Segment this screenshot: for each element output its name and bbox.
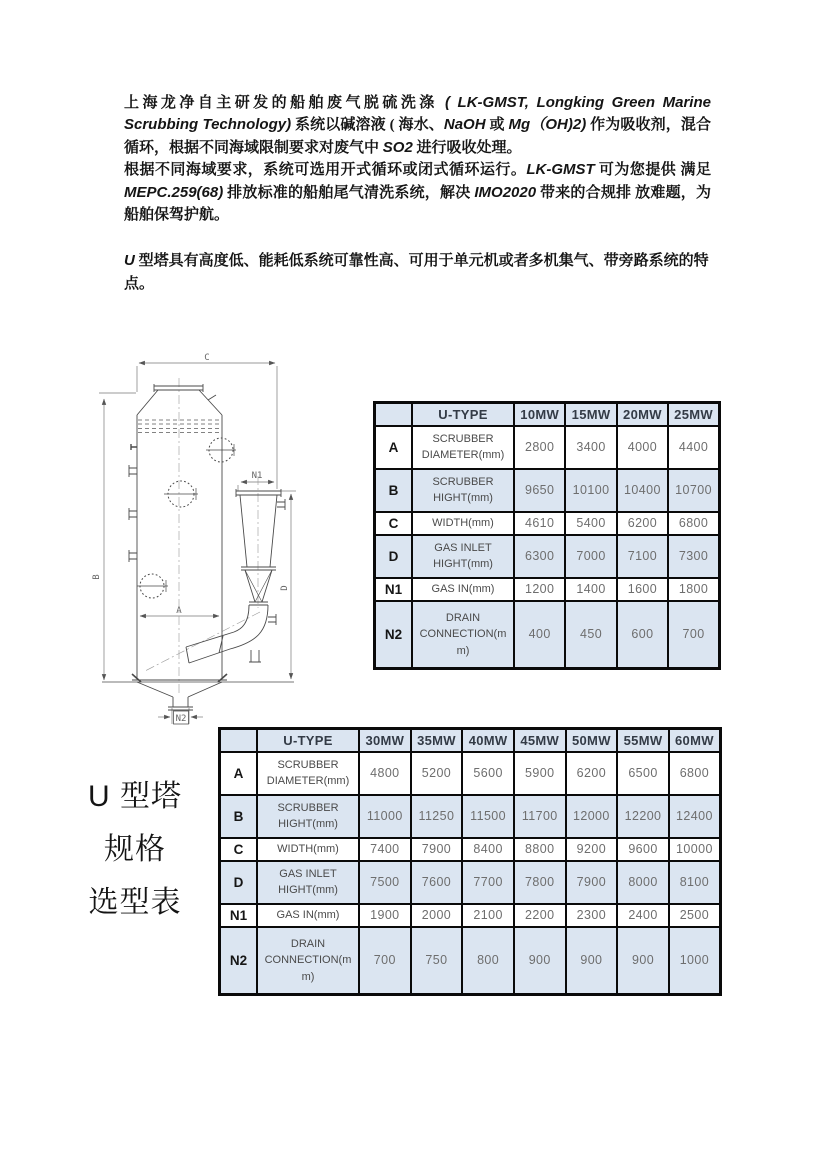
spec-value: 2800 [514,426,565,469]
spec-value: 1900 [359,904,411,927]
row-key: B [375,469,413,512]
corner-cell [375,403,413,426]
spec-value: 9200 [566,838,618,861]
spec-value: 7600 [411,861,463,904]
spec-value: 7000 [565,535,616,578]
spec-value: 6300 [514,535,565,578]
spec-value: 8800 [514,838,566,861]
spec-value: 7100 [617,535,668,578]
intro-text-block [124,92,711,295]
spec-value: 900 [566,927,618,995]
row-label: SCRUBBER DIAMETER(mm) [257,752,359,795]
spec-value: 9650 [514,469,565,512]
spec-value: 1800 [668,578,719,601]
spec-value: 8400 [462,838,514,861]
row-key: C [375,512,413,535]
spec-row-a [375,426,720,469]
base-lugs [132,674,227,682]
gas-outlet-flange [154,384,203,392]
caption-line: 选型表 [88,886,182,919]
spec-value: 1600 [617,578,668,601]
spec-value: 5900 [514,752,566,795]
row-key: B [220,795,258,838]
spec-value: 1000 [669,927,721,995]
dim-label-c: C [204,353,210,363]
spec-value: 11250 [411,795,463,838]
dim-label-d: D [280,585,290,591]
text-segment: SO2 [382,138,413,156]
column-header: 35MW [411,729,463,752]
text-segment: IMO2020 [474,183,537,201]
spec-value: 7500 [359,861,411,904]
spec-value: 2500 [669,904,721,927]
spec-value: 7300 [668,535,719,578]
spec-value: 4000 [617,426,668,469]
row-label: GAS INLET HIGHT(mm) [412,535,514,578]
text-segment: 或 [485,117,509,134]
row-key: A [375,426,413,469]
row-label: SCRUBBER DIAMETER(mm) [412,426,514,469]
spec-row-n1 [375,578,720,601]
spec-value: 600 [617,601,668,669]
bottom-cone [137,682,222,697]
row-key: N1 [220,904,258,927]
elbow-pipe [186,605,268,663]
text-segment: 排放标准的船舶尾气清洗系统，解决 [223,184,475,201]
text-segment: 型塔具有高度低、能耗低系统可靠性高、可用于单元机或者多机集气、带旁路系统的特点。 [124,253,709,292]
spec-value: 6200 [566,752,618,795]
spec-row-n2 [220,927,721,995]
dim-label-n1: N1 [251,471,263,481]
spec-table-30-60mw [218,727,722,996]
spec-value: 750 [411,927,463,995]
text-segment: MEPC.259(68) [124,183,224,201]
column-header: 60MW [669,729,721,752]
spec-value: 5200 [411,752,463,795]
spec-value: 10100 [565,469,616,512]
spec-value: 11700 [514,795,566,838]
spec-row-n2 [375,601,720,669]
row-label: GAS INLET HIGHT(mm) [257,861,359,904]
spec-value: 9600 [617,838,669,861]
row-key: N1 [375,578,413,601]
spec-value: 900 [617,927,669,995]
caption-line: 规格 [104,833,166,866]
text-segment: U [124,252,135,270]
centerlines [145,378,260,696]
spec-value: 3400 [565,426,616,469]
demister-dashed-lines [138,420,221,433]
spec-row-d [375,535,720,578]
spec-row-b [375,469,720,512]
text-segment: ( LK-GMST, Longking Green Marine Scrubbing Technology) [124,94,711,134]
spec-row-c [375,512,720,535]
spec-value: 7400 [359,838,411,861]
spec-value: 5600 [462,752,514,795]
spec-value: 10700 [668,469,719,512]
paragraph-u-tower-features [124,250,711,295]
spec-value: 11500 [462,795,514,838]
spec-value: 800 [462,927,514,995]
dim-label-a: A [176,606,182,616]
spec-value: 450 [565,601,616,669]
dim-label-n2: N2 [175,714,187,724]
row-label: SCRUBBER HIGHT(mm) [257,795,359,838]
row-label: WIDTH(mm) [412,512,514,535]
spec-value: 900 [514,927,566,995]
column-header: 45MW [514,729,566,752]
spec-value: 1400 [565,578,616,601]
series-title: U-TYPE [257,729,359,752]
row-key: N2 [375,601,413,669]
text-segment: 作为吸收剂，混合循环，根据不同海域限制要求对废气中 [124,117,711,156]
inlet-top-flange [236,489,281,497]
text-segment: 可为您提供 满足 [594,162,711,179]
paragraph-system-intro [124,92,711,159]
inlet-funnel [245,570,272,602]
spec-value: 2100 [462,904,514,927]
side-nozzles [129,444,137,562]
spec-value: 4610 [514,512,565,535]
column-header: 25MW [668,403,719,426]
row-key: D [375,535,413,578]
spec-value: 4800 [359,752,411,795]
column-header: 50MW [566,729,618,752]
text-segment: LK-GMST [526,161,595,179]
column-header: 55MW [617,729,669,752]
dimension-lines [99,363,296,724]
spec-value: 7900 [411,838,463,861]
spec-value: 2000 [411,904,463,927]
column-header: 10MW [514,403,565,426]
text-segment: 进行吸收处理。 [412,139,522,156]
spec-value: 6800 [668,512,719,535]
spec-value: 4400 [668,426,719,469]
row-key: A [220,752,258,795]
spec-value: 7900 [566,861,618,904]
spec-value: 400 [514,601,565,669]
series-title: U-TYPE [412,403,514,426]
spec-value: 6500 [617,752,669,795]
spec-value: 6200 [617,512,668,535]
spec-value: 1200 [514,578,565,601]
spec-value: 10000 [669,838,721,861]
row-label: DRAIN CONNECTION(mm) [412,601,514,669]
row-label: GAS IN(mm) [412,578,514,601]
spec-value: 7700 [462,861,514,904]
gas-inlet-assembly [186,489,285,663]
top-cone [137,390,222,415]
spec-value: 700 [668,601,719,669]
scrubber-tower-body [102,384,294,710]
spec-value: 2200 [514,904,566,927]
spec-value: 12200 [617,795,669,838]
inlet-diffuser-cone [240,495,277,567]
column-header: 20MW [617,403,668,426]
row-label: DRAIN CONNECTION(mm) [257,927,359,995]
spec-value: 8000 [617,861,669,904]
caption-line: U 型塔 [88,780,182,813]
row-key: C [220,838,258,861]
spec-row-a [220,752,721,795]
corner-cell [220,729,258,752]
spec-row-n1 [220,904,721,927]
spec-value: 10400 [617,469,668,512]
spec-table-10-25mw [373,401,721,670]
paragraph-operation-modes [124,159,711,226]
row-key: D [220,861,258,904]
spec-row-c [220,838,721,861]
text-segment: 上海龙净自主研发的船舶废气脱硫洗涤 [124,95,445,111]
u-type-scrubber-diagram [88,340,308,732]
spec-value: 8100 [669,861,721,904]
header-row [220,729,721,752]
dim-label-b: B [92,574,102,580]
header-row [375,403,720,426]
manholes [137,438,236,598]
text-segment: 系统以碱溶液 ( 海水、 [291,117,444,134]
row-label: GAS IN(mm) [257,904,359,927]
column-header: 30MW [359,729,411,752]
text-segment: 带来的合规排 放难题，为船舶保驾护航。 [124,184,711,224]
spec-value: 12000 [566,795,618,838]
spec-value: 7800 [514,861,566,904]
column-header: 15MW [565,403,616,426]
text-segment: Mg（OH)2) [508,116,587,134]
row-label: WIDTH(mm) [257,838,359,861]
spec-value: 5400 [565,512,616,535]
spec-value: 12400 [669,795,721,838]
spec-value: 2300 [566,904,618,927]
table-caption [76,770,194,929]
spec-value: 2400 [617,904,669,927]
spec-row-b [220,795,721,838]
text-segment: 根据不同海域要求，系统可选用开式循环或闭式循环运行。 [124,162,527,179]
row-label: SCRUBBER HIGHT(mm) [412,469,514,512]
spec-row-d [220,861,721,904]
spec-value: 700 [359,927,411,995]
spec-value: 11000 [359,795,411,838]
column-header: 40MW [462,729,514,752]
spec-value: 6800 [669,752,721,795]
text-segment: NaOH [443,116,486,134]
row-key: N2 [220,927,258,995]
